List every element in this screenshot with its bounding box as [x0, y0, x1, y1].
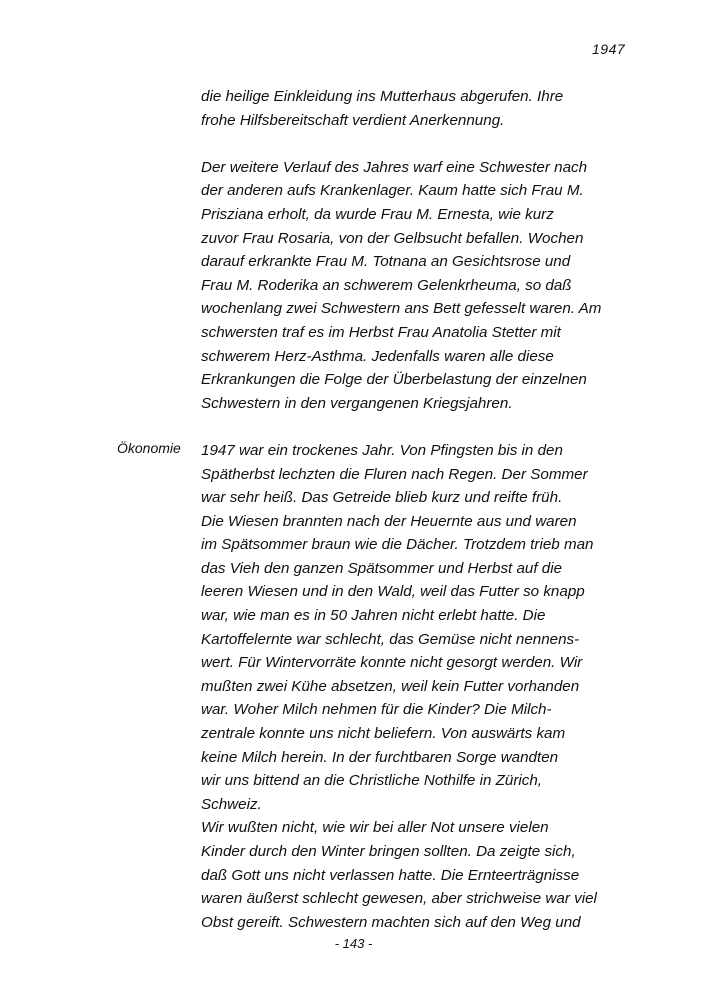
text-line: war sehr heiß. Das Getreide blieb kurz und reifte früh. [201, 489, 563, 507]
text-line: war, wie man es in 50 Jahren nicht erlebt hatte. Die [201, 607, 546, 625]
text-line: darauf erkrankte Frau M. Totnana an Gesichtsrose und [201, 253, 571, 271]
text-line: Schweiz. [201, 795, 262, 813]
text-line: frohe Hilfsbereitschaft verdient Anerkennung. [201, 111, 505, 129]
text-line: wochenlang zwei Schwestern ans Bett gefesselt waren. Am [201, 300, 602, 318]
text-line: die heilige Einkleidung ins Mutterhaus abgerufen. Ihre [201, 88, 564, 105]
text-line [201, 132, 641, 156]
text-line: keine Milch herein. In der furchtbaren Sorge wandten [201, 748, 559, 766]
text-line: Erkrankungen die Folge der Überbelastung der einzelnen [201, 371, 587, 389]
page-body [201, 85, 641, 934]
text-line: im Spätsommer braun wie die Dächer. Trotzdem trieb man [201, 536, 594, 554]
text-line: zuvor Frau Rosaria, von der Gelbsucht befallen. Wochen [201, 229, 584, 247]
page-number: - 143 - [334, 936, 373, 951]
text-line: Wir wußten nicht, wie wir bei aller Not unsere vielen [201, 819, 549, 837]
text-line: waren äußerst schlecht gewesen, aber strichweise war viel [201, 890, 597, 908]
text-line: Kartoffelernte war schlecht, das Gemüse nicht nennens- [201, 630, 580, 648]
text-line: mußten zwei Kühe absetzen, weil kein Futter vorhanden [201, 677, 580, 695]
text-line: Schwestern in den vergangenen Kriegsjahren. [201, 394, 513, 412]
text-line: schwersten traf es im Herbst Frau Anatolia Stetter mit [201, 323, 561, 341]
text-line: wert. Für Wintervorräte konnte nicht gesorgt werden. Wir [201, 654, 583, 672]
page-header-year: 1947 [592, 41, 626, 57]
text-line: Prisziana erholt, da wurde Frau M. Ernesta, wie kurz [201, 205, 554, 223]
text-line: zentrale konnte uns nicht beliefern. Von auswärts kam [201, 725, 566, 743]
text-line: war. Woher Milch nehmen für die Kinder? Die Milch- [201, 701, 552, 719]
text-line [201, 415, 641, 439]
text-line: leeren Wiesen und in den Wald, weil das Futter so knapp [201, 583, 585, 601]
text-line: Die Wiesen brannten nach der Heuernte aus und waren [201, 512, 577, 530]
text-line: das Vieh den ganzen Spätsommer und Herbst auf die [201, 559, 563, 577]
text-line: Kinder durch den Winter bringen sollten. Da zeigte sich, [201, 843, 576, 860]
text-line: der anderen aufs Krankenlager. Kaum hatte sich Frau M. [201, 182, 584, 200]
text-line: wir uns bittend an die Christliche Nothilfe in Zürich, [201, 772, 543, 790]
text-line: Frau M. Roderika an schwerem Gelenkrheuma, so daß [201, 276, 572, 294]
text-line: 1947 war ein trockenes Jahr. Von Pfingsten bis in den [201, 441, 563, 459]
text-line: daß Gott uns nicht verlassen hatte. Die Ernteerträgnisse [201, 866, 580, 884]
text-line: schwerem Herz-Asthma. Jedenfalls waren alle diese [201, 347, 554, 365]
text-line: Der weitere Verlauf des Jahres warf eine Schwester nach [201, 158, 588, 176]
text-line: Obst gereift. Schwestern machten sich auf den Weg und [201, 913, 581, 931]
text-line: Spätherbst lechzten die Fluren nach Regen. Der Sommer [201, 465, 588, 483]
margin-note: Ökonomie [117, 440, 181, 456]
